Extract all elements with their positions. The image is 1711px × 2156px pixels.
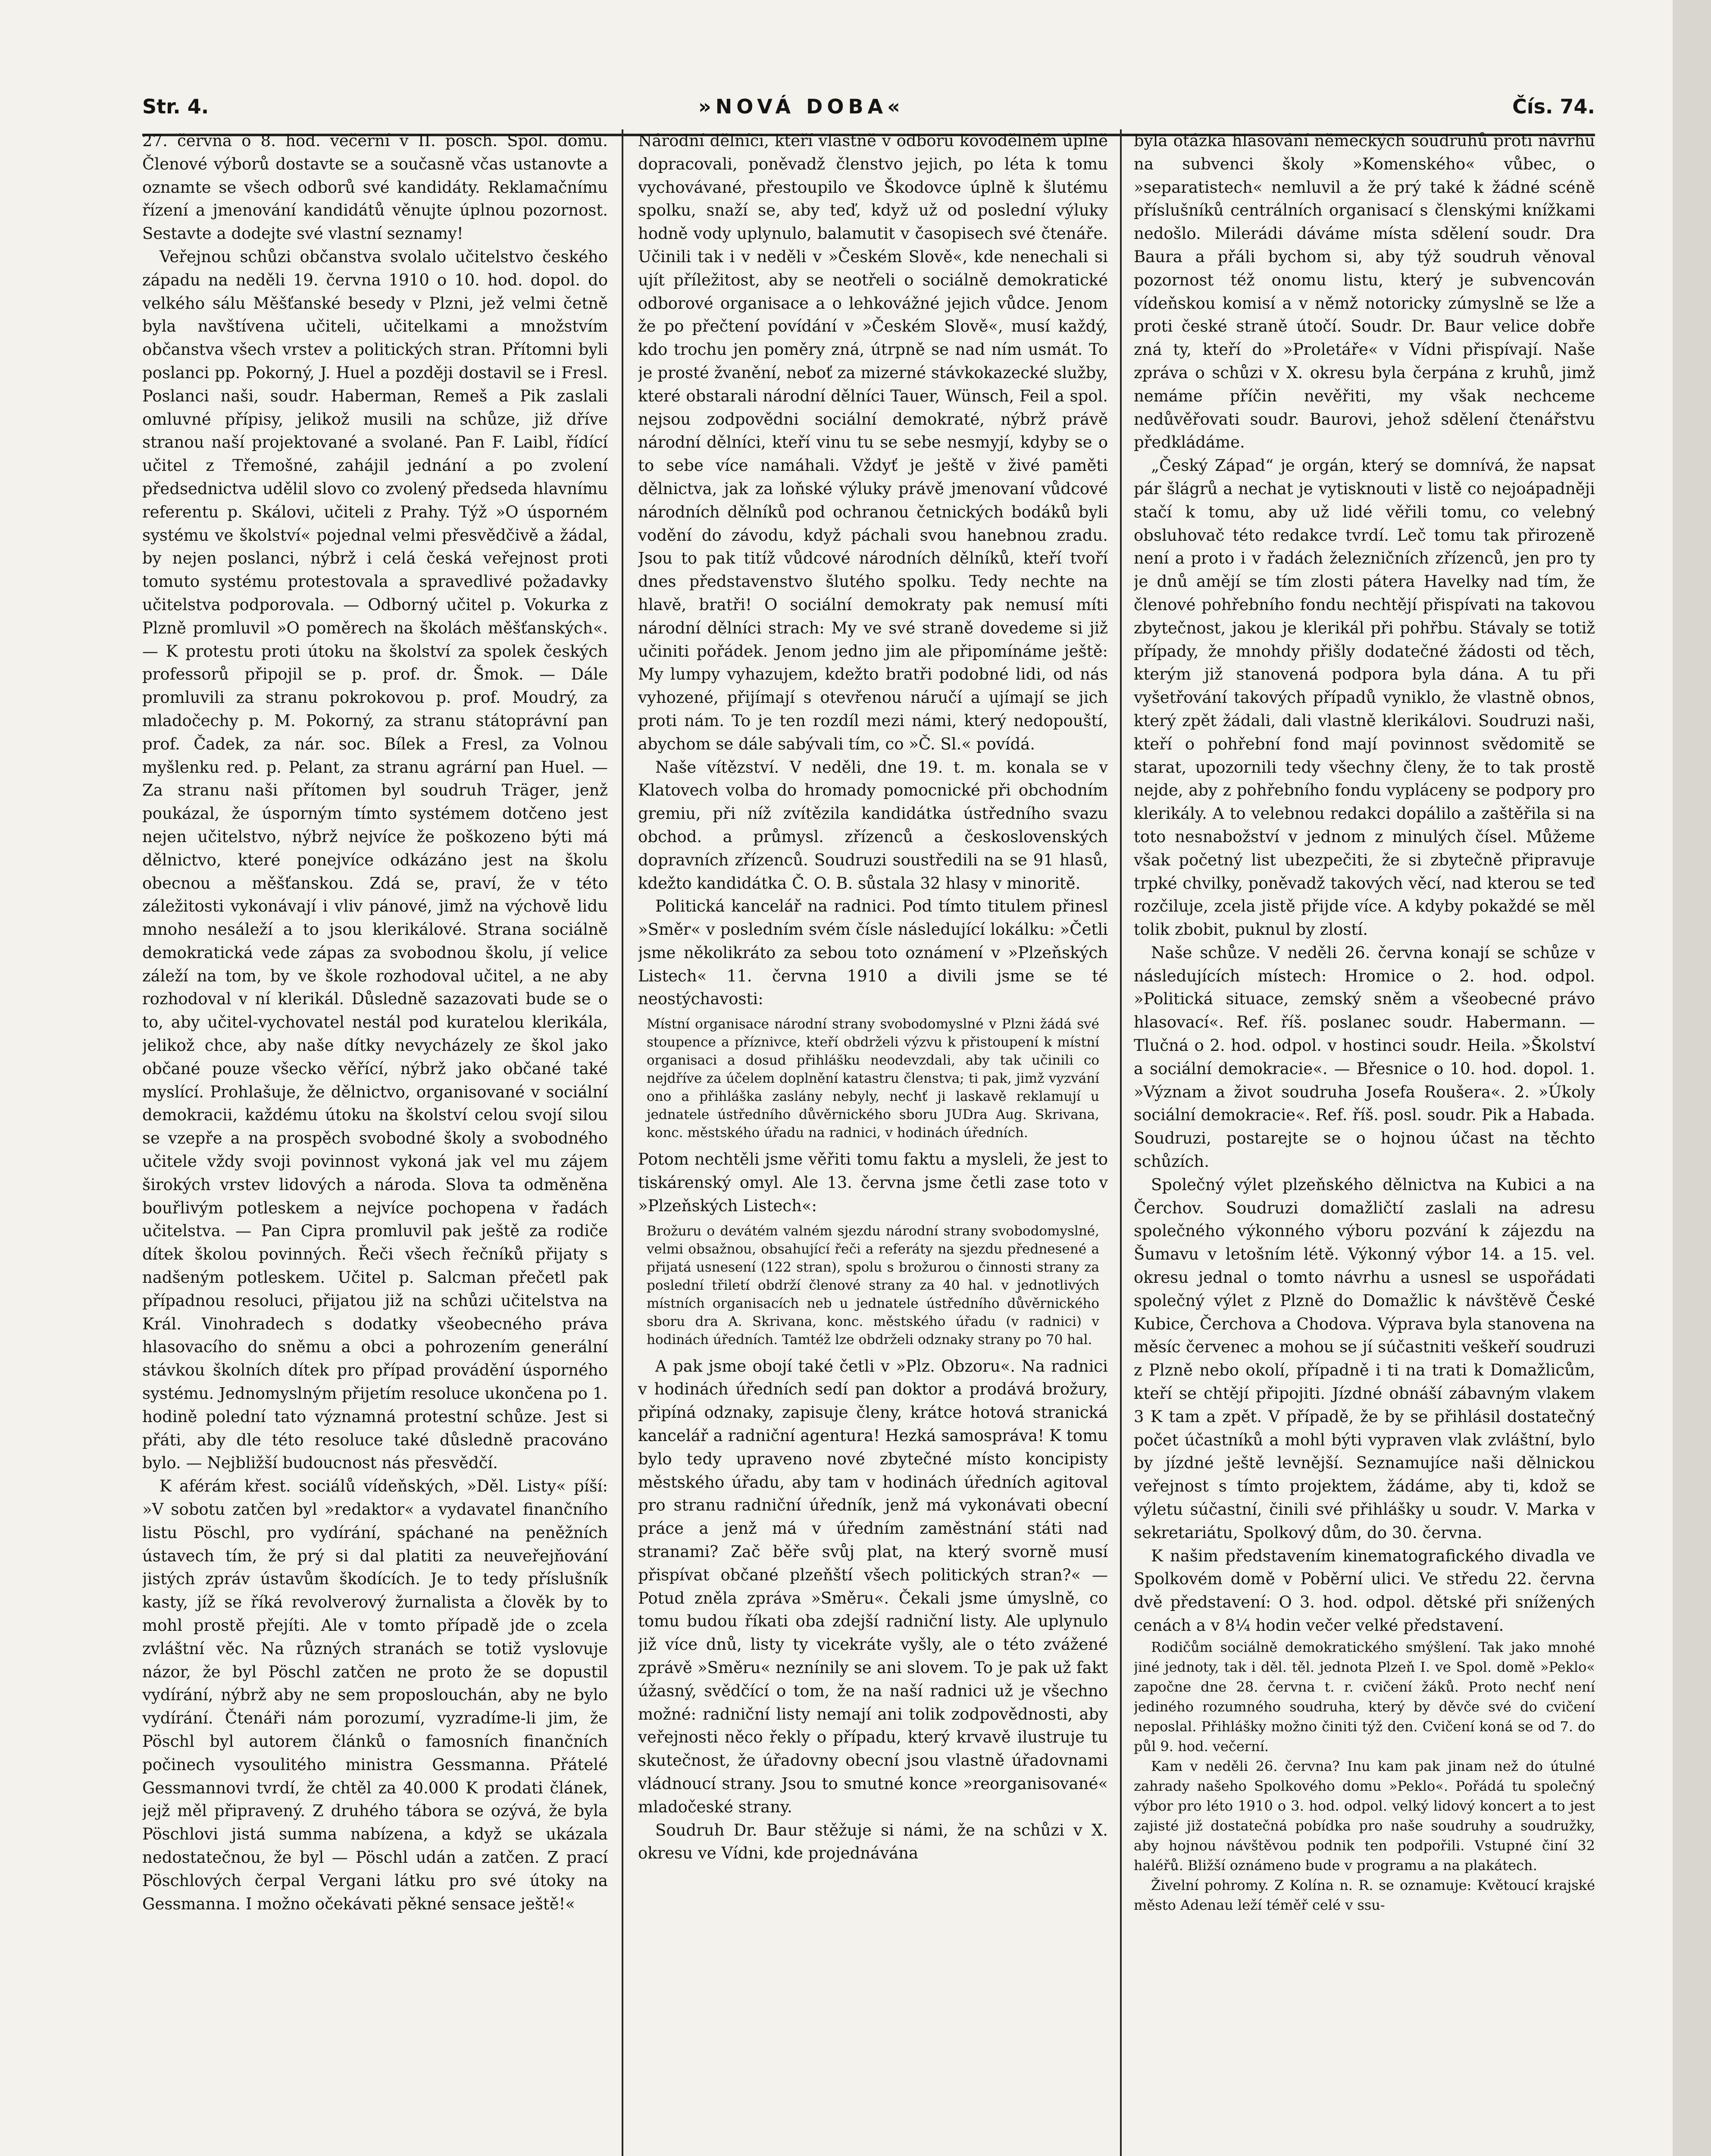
column-2 <box>638 129 1108 2156</box>
masthead-title: »NOVÁ DOBA« <box>698 95 904 118</box>
quoted-notice: Brožuru o devátém valném sjezdu národní strany svobodomyslné, velmi obsažnou, obsahující řeči a referáty na sjezdu přednesené a přijatá usnesení (122 stran), spolu s brožurou o činnosti strany za poslední třiletí obdrží členové strany za 40 hal. v jednotlivých místních organisacích neb u jednatele ústředního důvěrnického sboru dra A. Skrivana, konc. městského úřadu (v radnici) v hodinách úředních. Tamtéž lze obdrželi odznaky strany po 70 hal. <box>647 1223 1099 1348</box>
article-our-meetings: Naše schůze. V neděli 26. června konají se schůze v následujících místech: Hromice o 2. hod. odpol. »Politická situace, zemský sněm a všeobecné právo hlasovací«. Ref. říš. poslanec soudr. Habermann. — Tlučná o 2. hod. odpol. v hostinci soudr. Heila. »Školství a sociální demokracie«. — Břesnice o 10. hod. dopol. 1. »Význam a život soudruha Josefa Roušera«. 2. »Úkoly sociální demokracie«. Ref. říš. posl. soudr. Pik a Habada. Soudruzi, postarejte se o hojnou účast na těchto schůzích. <box>1134 943 1595 1171</box>
column-divider <box>1120 129 1122 2156</box>
column-divider <box>622 129 623 2156</box>
article-public-meeting: Veřejnou schůzi občanstva svolalo učitelstvo českého západu na neděli 19. června 1910 o 10. hod. dopol. do velkého sálu Měšťanské besedy v Plzni, jež velmi četně byla navštívena učiteli, učitelkami a množstvím občanstva všech vrstev a politických stran. Přítomni byli poslanci pp. Pokorný, J. Huel a později dostavil se i Fresl. Poslanci naši, soudr. Haberman, Remeš a Pik zaslali omluvné přípisy, jelikož musili na schůze, již dříve stranou naší projektované a svolané. Pan F. Laibl, řídící učitel z Třemošné, zahájil jednání a po zvolení předsednictva udělil slovo co zvolený předseda hlavnímu referentu p. Skálovi, učiteli z Prahy. Týž »O úsporném systému ve školství« pojednal velmi přesvědčivě a žádal, by nejen poslanci, nýbrž i celá česká veřejnost proti tomuto systému protestovala a spravedlivé požadavky učitelstva podporovala. — Odborný učitel p. Vokurka z Plzně promluvil »O poměrech na školách měšťanských«. — K protestu proti útoku na školství za spolek českých professorů připojil se p. prof. dr. Šmok. — Dále promluvili za stranu pokrokovou p. prof. Moudrý, za mladočechy p. M. Pokorný, za stranu státoprávní pan prof. Čadek, za nár. soc. Bílek a Fresl, za Volnou myšlenku red. p. Pelant, za stranu agrární pan Huel. — Za stranu naši přítomen byl soudruh Träger, jenž poukázal, že úsporným tímto systémem dotčeno jest nejen učitelstvo, nýbrž nejvíce že poškozeno býti má dělnictvo, které ponejvíce odkázáno jest na školu obecnou a měšťanskou. Zdá se, praví, že v této záležitosti vykonávají i vliv pánové, jimž na výchově lidu mnoho nesáleží a to jsou klerikálové. Strana sociálně demokratická vede zápas za svobodnou školu, jí velice záleží na tom, by ve škole rozhodoval učitel, a ne aby rozhodoval v ní klerikál. Důsledně sazazovati bude se o to, aby učitel-vychovatel nestál pod kuratelou klerikála, jelikož chce, aby naše dítky nevycházely ze škol jako občané pouze všecko věřící, nýbrž jako občané také myslící. Prohlašuje, že dělnictvo, organisované v sociální demokracii, každému útoku na školství celou svojí silou se vzepře a na prospěch svobodné školy a svobodného učitele vždy svoji povinnost vykoná jak vel mu zájem širokých vrstev lidových a národa. Slova ta odměněna bouřlivým potleskem a nejvíce pochopena v řadách učitelstva. — Pan Cipra promluvil pak ještě za rodiče dítek školou povinných. Řeči všech řečníků přijaty s nadšeným potleskem. Učitel p. Salcman přečetl pak případnou resoluci, přijatou již na schůzi učitelstva na Král. Vinohradech s dodatky všeobecného práva hlasovacího do sněmu a obci a pohrozením generální stávkou školních dítek pro případ provádění úsporného systému. Jednomyslným přijetím resoluce ukončena po 1. hodině polední tato významná protestní schůze. Jest si přáti, aby dle této resoluce také důsledně pracováno bylo. — Nejbližší budoucnost nás přesvědčí. <box>142 247 608 1473</box>
column-1 <box>142 129 608 2156</box>
article-disasters: Živelní pohromy. Z Kolína n. R. se oznamuje: Květoucí krajské město Adenau leží téměř celé v ssu- <box>1134 1877 1595 1913</box>
article-parents: Rodičům sociálně demokratického smýšlení. Tak jako mnohé jiné jednoty, tak i děl. těl. jednota Plzeň I. ve Spol. domě »Peklo« započne dne 28. června t. r. cvičení žáků. Proto nechť není jediného rozumného soudruha, který by děvče své do cvičení neposlal. Přihlášky možno činiti týž den. Cvičení koná se od 7. do půl 9. hod. večerní. <box>1134 1639 1595 1755</box>
article-christian-socials: K aférám křest. sociálů vídeňských, »Děl. Listy« píší: »V sobotu zatčen byl »redaktor« a vydavatel finančního listu Pöschl, pro vydírání, spáchané na peněžních ústavech tím, že prý si dal platiti za neuveřejňování jistých zpráv ústavům škodících. Je to tedy příslušník kasty, jíž se říká revolverový žurnalista a člověk by to mohl prostě přejíti. Ale v tomto případě jde o zcela zvláštní věc. Na různých stranách se totiž vyslovuje názor, že byl Pöschl zatčen ne proto že se dopustil vydírání, nýbrž aby ne sem proposlouchán, aby ne bylo vydírání. Čtenáři nám porozumí, vyzradíme-li jim, že Pöschl byl autorem článků o famosních finančních počinech vysoulitého ministra Gessmanna. Přátelé Gessmannovi tvrdí, že chtěl za 40.000 K prodati článek, jejž měl připravený. Z druhého tábora se ozývá, že byla Pöschlovi jistá summa nabízena, a když se ukázala nedostatečnou, že byl — Pöschl udán a zatčen. Z prací Pöschlových čerpal Vergani látku pro své útoky na Gessmanna. I možno očekávati pěkné sensace ještě!« <box>142 1477 608 1913</box>
article-dr-baur: Soudruh Dr. Baur stěžuje si námi, že na schůzi v X. okresu ve Vídni, kde projednávána <box>638 1821 1108 1863</box>
article-paragraph: 27. června o 8. hod. večerní v II. posch. Spol. domu. Členové výborů dostavte se a současně včas ustanovte a oznamte se všech odborů své kandidáty. Reklamačnímu řízení a jmenování kandidátů věnujte úplnou pozornost. Sestavte a dodejte své vlastní seznamy! <box>142 132 608 243</box>
article-political-office: Politická kancelář na radnici. Pod tímto titulem přinesl »Směr« v posledním svém čísle následující lokálku: »Četli jsme několikráto za sebou toto oznámení v »Plzeňských Listech« 11. června 1910 a divili jsme se té neostýchavosti: <box>638 897 1108 1009</box>
article-sunday: Kam v neděli 26. června? Inu kam pak jinam než do útulné zahrady našeho Spolkového domu »Peklo«. Pořádá tu společný výbor pro léto 1910 o 3. hod. odpol. velký lidový koncert a to jest zajisté již dostatečná pobídka pro naše soudruhy a soudružky, aby hojnou návštěvou podnik ten podpořili. Vstupné činí 32 haléřů. Bližší oznámeno bude v programu a na plakátech. <box>1134 1758 1595 1874</box>
page-edge <box>1673 0 1711 2156</box>
newspaper-page <box>142 65 1595 2156</box>
article-paragraph: A pak jsme obojí také četli v »Plz. Obzoru«. Na radnici v hodinách úředních sedí pan doktor a prodává brožury, připíná odznaky, zapisuje členy, krátce hotová stranická kancelář a radniční agentura! Hezká samospráva! K tomu bylo tedy upraveno nové zbytečné místo koncipisty městského úřadu, aby tam v hodinách úředních agitoval pro stranu radniční úředník, jenž má vykonávati obecní práce a jenž má v úředním zaměstnání státi nad stranami? Zač běře svůj plat, na který svorně musí přispívat občané plzeňští všech politických stran?« — Potud zněla zpráva »Směru«. Čekali jsme úmyslně, co tomu budou říkati oba zdejší radniční listy. Ale uplynulo již více dnů, listy ty vicekráte vyšly, ale o této zvážené zprávě »Směru« neznínily se ani slovem. To je pak už fakt úžasný, svědčící o tom, že na naší radnici už je všechno možné: radniční listy nemají ani tolik zodpovědnosti, aby veřejnosti něco řekly o případu, který krvavě ilustruje tu skutečnost, že úřadovny obecní jsou vlastně úřadovnami vládnoucí strany. Jsou to smutné konce »reorganisované« mladočeské strany. <box>638 1357 1108 1816</box>
article-paragraph: Potom nechtěli jsme věřiti tomu faktu a mysleli, že jest to tiskárenský omyl. Ale 13. června jsme četli zase toto v »Plzeňských Listech«: <box>638 1150 1108 1215</box>
article-cinema: K našim představením kinematografického divadla ve Spolkovém domě v Poběrní ulici. Ve středu 22. června dvě představení: O 3. hod. odpol. dětské při snížených cenách a v 8¼ hodin večer velké představení. <box>1134 1546 1595 1635</box>
column-3 <box>1134 129 1595 2156</box>
page-number: Str. 4. <box>142 95 209 118</box>
article-paragraph: byla otázka hlasování německých soudruhů proti návrhu na subvenci školy »Komenského« vůbec, o »separatistech« nemluvil a že prý také k žádné scéně příslušníků centrálních organisací s členskými knížkami nedošlo. Milerádi dáváme místa sdělení soudr. Dra Baura a přáli bychom si, aby týž soudruh věnoval pozornost též onomu listu, který je subvencován vídeňskou komisí a v němž notoricky zúmyslně se lže a proti české straně útočí. Soudr. Dr. Baur velice dobře zná ty, kteří do »Proletáře« v Vídni přispívají. Naše zpráva o schůzi v X. okresu byla čerpána z kruhů, jimž nemáme příčin nevěřiti, my však nechceme nedůvěřovati soudr. Baurovi, jehož sdělení čtenářstvu předkládáme. <box>1134 132 1595 452</box>
article-joint-trip: Společný výlet plzeňského dělnictva na Kubici a na Čerchov. Soudruzi domažličtí zaslali na adresu společného výkonného výboru pozvání k zájezdu na Šumavu v letošním létě. Výkonný výbor 14. a 15. vel. okresu jednal o tomto návrhu a usnesl se uspořádati společný výlet z Plzně do Domažlic k návštěvě České Kubice, Čerchova a Chodova. Výprava byla stanovena na měsíc červenec a mohou se jí súčastniti veškeří soudruzi z Plzně nebo okolí, případně i ti na trati k Domažlicům, kteří se chtějí připojiti. Jízdné obnáší zábavným vlakem 3 K tam a zpět. V případě, že by se přihlásil dostatečný počet účastníků a mohl býti vypraven vlak zvláštní, bylo by jízdné ještě levnější. Seznamujíce naši dělnickou veřejnost s tímto projektem, žádáme, aby ti, kdož se výletu súčastní, činili své přihlášky u soudr. V. Marka v sekretariátu, Spolkový dům, do 30. června. <box>1134 1175 1595 1542</box>
quoted-notice: Místní organisace národní strany svobodomyslné v Plzni žádá své stoupence a příznivce, kteří obdrželi výzvu k přistoupení k místní organisaci a dosud přihlášku neodevzdali, aby tak učinili co nejdříve za účelem doplnění katastru členstva; ti pak, jimž vyzvání ono a přihláška zaslány nebyly, nechť ji laskavě reklamují u jednatele ústředního důvěrnického sboru JUDra Aug. Skrivana, konc. městského úřadu na radnici, v hodinách úředních. <box>647 1016 1099 1141</box>
article-cesky-zapad: „Český Západ“ je orgán, který se domnívá, že napsat pár šlágrů a nechat je vytisknouti v listě co nejoápadněji stačí k tomu, aby už lidé věřili tomu, co velebný obsluhovač této redakce tvrdí. Leč tomu tak přirozeně není a proto i v řadách železničních zřízenců, jen pro ty je dnů amějí se tím zlosti pátera Havelky nad tím, že členové pohřebního fondu nechtějí přispívati na takovou zbytečnost, jakou je klerikál při pohřbu. Stávaly se totiž případy, že mnohdy přišly dodatečné žádosti od těch, kterým již stanovená podpora byla dána. A tu při vyšetřování takových případů vyniklo, že vlastně obnos, který zpět žádali, dali vlastně klerikálovi. Soudruzi naši, kteří o pohřební fond mají povinnost svědomitě se starat, upozornili tedy všechny členy, že to tak prostě nejde, aby z pohřebního fondu vypláceny se podpory pro klerikály. A to velebnou redakci dopálilo a zaštěřila si na toto nesnabožství v jednom z minulých čísel. Můžeme však početný list ubezpečiti, že si zbytečně připravuje trpké chvilky, poněvadž takových věcí, nad kterou se teď rozčiluje, zcela jistě přijde více. A kdyby pokaždé se měl tolik zbobit, puknul by zlostí. <box>1134 456 1595 939</box>
issue-number: Čís. 74. <box>1512 95 1595 118</box>
article-national-workers: Národní dělníci, kteří vlastně v odboru kovodělném úplně dopracovali, poněvadž členstvo jejich, po léta k tomu vychovávané, přestoupilo ve Škodovce úplně k šlutému spolku, snaží se, aby teď, když už od poslední výluky hodně vody uplynulo, balamutit v časopisech své čtenáře. Učinili tak i v neděli v »Českém Slově«, kde nenechali si ujít příležitost, aby se neotřeli o sociálně demokratické odborové organisace a o lehkovážné jejich vůdce. Jenom že po přečtení povídání v »Českém Slově«, musí každý, kdo trochu jen poměry zná, útrpně se nad ním usmát. To je prosté žvanění, neboť za mizerné stávkokazecké služby, které obstarali národní dělníci Tauer, Wünsch, Feil a spol. nejsou zodpovědni sociální demokraté, nýbrž právě národní dělníci, kteří vinu tu se sebe nesmyjí, kdyby se o to sebe více namáhali. Vždyť je ještě v živé paměti dělnictva, jak za loňské výluky právě jmenovaní vůdcové národních dělníků pod ochranou četnických bodáků byli vodění do závodu, když páchali svou hanebnou zradu. Jsou to pak titíž vůdcové národních dělníků, kteří tvoří dnes představenstvo šlutého spolku. Tedy nechte na hlavě, bratři! O sociální demokraty pak nemusí míti národní dělníci strach: My ve své straně dovedeme si již učiniti pořádek. Jenom jedno jim ale připomínáme ještě: My lumpy vyhazujem, kdežto bratři podobné lidi, od nás vyhozené, přijímají s otevřenou náručí a ujímají se jich proti nám. To je ten rozdíl mezi námi, který nedopouští, abychom se dále sabývali tím, co »Č. Sl.« povídá. <box>638 132 1108 753</box>
article-our-victory: Naše vítězství. V neděli, dne 19. t. m. konala se v Klatovech volba do hromady pomocnické při obchodním gremiu, při níž zvítězila kandidátka ústředního svazu obchod. a průmysl. zřízenců a československých dopravních zřízenců. Soudruzi soustředili na se 91 hlasů, kdežto kandidátka Č. O. B. sůstala 32 hlasy v minoritě. <box>638 758 1108 893</box>
page-header <box>142 82 1595 121</box>
